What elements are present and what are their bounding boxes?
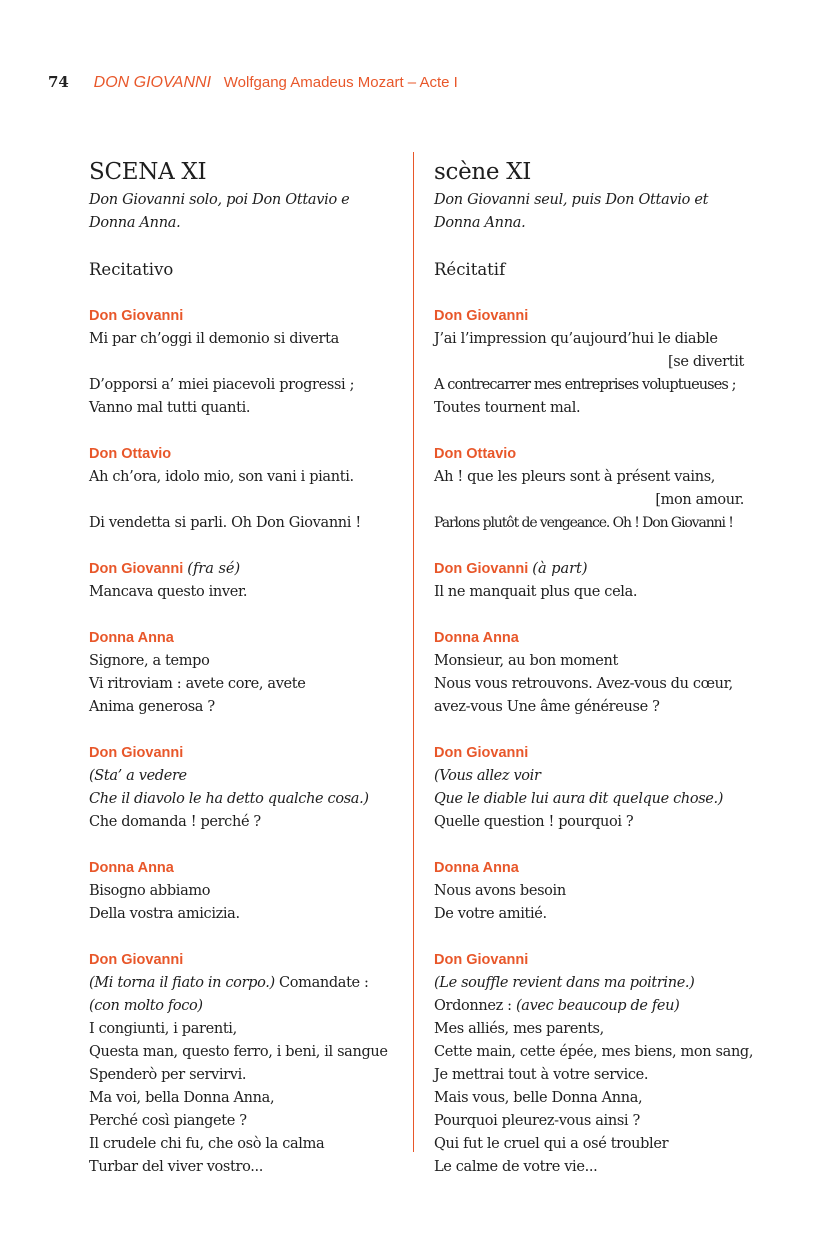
dialogue-block — [434, 443, 744, 535]
verse-line: Nous vous retrouvons. Avez-vous du cœur, — [434, 676, 733, 692]
verse-line: Toutes tournent mal. — [434, 400, 581, 416]
verse-continuation: [se divertit — [667, 354, 744, 370]
stage-direction: (Le souffle revient dans ma poitrine.) — [434, 975, 695, 991]
verse-line: Parlons plutôt de vengeance. Oh ! Don Giovanni ! — [434, 515, 733, 531]
header-title: DON GIOVANNI — [93, 74, 212, 91]
speaker-name: Donna Anna — [434, 630, 519, 646]
stage-direction: (con molto foco) — [89, 998, 203, 1014]
stage-direction: Che il diavolo le ha detto qualche cosa.) — [89, 791, 369, 807]
verse-line: Il crudele chi fu, che osò la calma — [89, 1136, 325, 1152]
verse-line: Quelle question ! pourquoi ? — [434, 814, 634, 830]
verse-line: Che domanda ! perché ? — [89, 814, 261, 830]
speaker-name: Don Giovanni — [89, 745, 184, 761]
speaker-name: Don Giovanni — [89, 952, 184, 968]
verse-line: I congiunti, i parenti, — [89, 1021, 237, 1037]
verse-line: Ah ch’ora, idolo mio, son vani i pianti. — [89, 469, 354, 485]
verse-line: Anima generosa ? — [89, 699, 215, 715]
speaker-name: Donna Anna — [434, 860, 519, 876]
verse-line: Turbar del viver vostro... — [89, 1159, 263, 1175]
section-mode: Recitativo — [89, 260, 174, 279]
italian-column — [89, 155, 394, 1202]
verse-line: Bisogno abbiamo — [89, 883, 211, 899]
speaker-name: Don Giovanni — [434, 745, 529, 761]
section-mode: Récitatif — [434, 260, 506, 279]
verse-line: Perché così piangete ? — [89, 1113, 247, 1129]
dialogue-block — [434, 857, 744, 926]
scene-title: scène XI — [434, 159, 532, 185]
verse-line: Qui fut le cruel qui a osé troubler — [434, 1136, 669, 1152]
verse-line: Vi ritroviam : avete core, avete — [89, 676, 306, 692]
verse-line: Le calme de votre vie... — [434, 1159, 598, 1175]
verse-line: Mais vous, belle Donna Anna, — [434, 1090, 643, 1106]
stage-direction: Que le diable lui aura dit quelque chose.) — [434, 791, 724, 807]
verse-text: Comandate : — [274, 975, 369, 991]
running-header — [48, 73, 458, 92]
speaker-name — [89, 558, 394, 581]
speaker-name: Don Ottavio — [89, 446, 172, 462]
verse-line: Monsieur, au bon moment — [434, 653, 618, 669]
verse-line: Nous avons besoin — [434, 883, 566, 899]
verse-line: Della vostra amicizia. — [89, 906, 240, 922]
dialogue-block — [89, 558, 394, 604]
stage-direction: (Mi torna il fiato in corpo.) — [89, 975, 275, 991]
dialogue-block — [89, 949, 394, 1179]
verse-line: Ah ! que les pleurs sont à présent vains, — [434, 469, 716, 485]
scene-title: SCENA XI — [89, 159, 207, 185]
verse-line: D’opporsi a’ miei piacevoli progressi ; — [89, 377, 355, 393]
verse-line: Signore, a tempo — [89, 653, 210, 669]
verse-text: Ordonnez : — [434, 998, 516, 1014]
verse-line: J’ai l’impression qu’aujourd’hui le diable — [434, 331, 718, 347]
verse-line: Di vendetta si parli. Oh Don Giovanni ! — [89, 515, 361, 531]
header-subtitle: Wolfgang Amadeus Mozart – Acte I — [223, 74, 458, 91]
dialogue-block — [434, 558, 744, 604]
dialogue-block — [434, 627, 744, 719]
dialogue-block — [89, 742, 394, 834]
column-divider — [413, 152, 414, 1152]
french-column — [434, 155, 754, 1202]
speaker-name: Don Giovanni — [434, 952, 529, 968]
dialogue-block — [89, 857, 394, 926]
dialogue-block — [434, 949, 754, 1179]
dialogue-block — [89, 627, 394, 719]
dialogue-block — [89, 443, 394, 535]
speaker-label: Don Giovanni — [89, 561, 184, 577]
verse-line: Mi par ch’oggi il demonio si diverta — [89, 331, 339, 347]
stage-direction: (Vous allez voir — [434, 768, 541, 784]
verse-line — [434, 995, 744, 1018]
verse-line: Ma voi, bella Donna Anna, — [89, 1090, 275, 1106]
verse-line: Spenderò per servirvi. — [89, 1067, 247, 1083]
verse-line: Questa man, questo ferro, i beni, il sangue — [89, 1044, 388, 1060]
speaker-name: Don Ottavio — [434, 446, 517, 462]
speaker-name: Donna Anna — [89, 860, 174, 876]
verse-line: Mes alliés, mes parents, — [434, 1021, 604, 1037]
verse-line: Il ne manquait plus que cela. — [434, 584, 638, 600]
verse-continuation: [mon amour. — [655, 492, 744, 508]
stage-direction: (fra sé) — [187, 561, 241, 577]
speaker-name: Don Giovanni — [89, 308, 184, 324]
dialogue-block — [434, 305, 744, 420]
scene-description: Don Giovanni solo, poi Don Ottavio e Donna Anna. — [89, 192, 350, 231]
speaker-name: Don Giovanni — [434, 308, 529, 324]
verse-line: Je mettrai tout à votre service. — [434, 1067, 649, 1083]
verse-line: Pourquoi pleurez-vous ainsi ? — [434, 1113, 640, 1129]
page-number: 74 — [48, 73, 69, 91]
dialogue-block — [434, 742, 744, 834]
verse-line: A contrecarrer mes entreprises voluptueuses ; — [434, 377, 736, 393]
speaker-name — [434, 558, 744, 581]
stage-direction: (à part) — [532, 561, 588, 577]
verse-line: De votre amitié. — [434, 906, 547, 922]
verse-line: Mancava questo inver. — [89, 584, 248, 600]
stage-direction: (avec beaucoup de feu) — [515, 998, 680, 1014]
verse-line — [89, 972, 394, 995]
speaker-label: Don Giovanni — [434, 561, 529, 577]
verse-line: avez-vous Une âme généreuse ? — [434, 699, 660, 715]
verse-line: Vanno mal tutti quanti. — [89, 400, 251, 416]
speaker-name: Donna Anna — [89, 630, 174, 646]
stage-direction: (Sta’ a vedere — [89, 768, 187, 784]
scene-description: Don Giovanni seul, puis Don Ottavio et Donna Anna. — [434, 192, 709, 231]
verse-line: Cette main, cette épée, mes biens, mon sang, — [434, 1044, 754, 1060]
dialogue-block — [89, 305, 394, 420]
